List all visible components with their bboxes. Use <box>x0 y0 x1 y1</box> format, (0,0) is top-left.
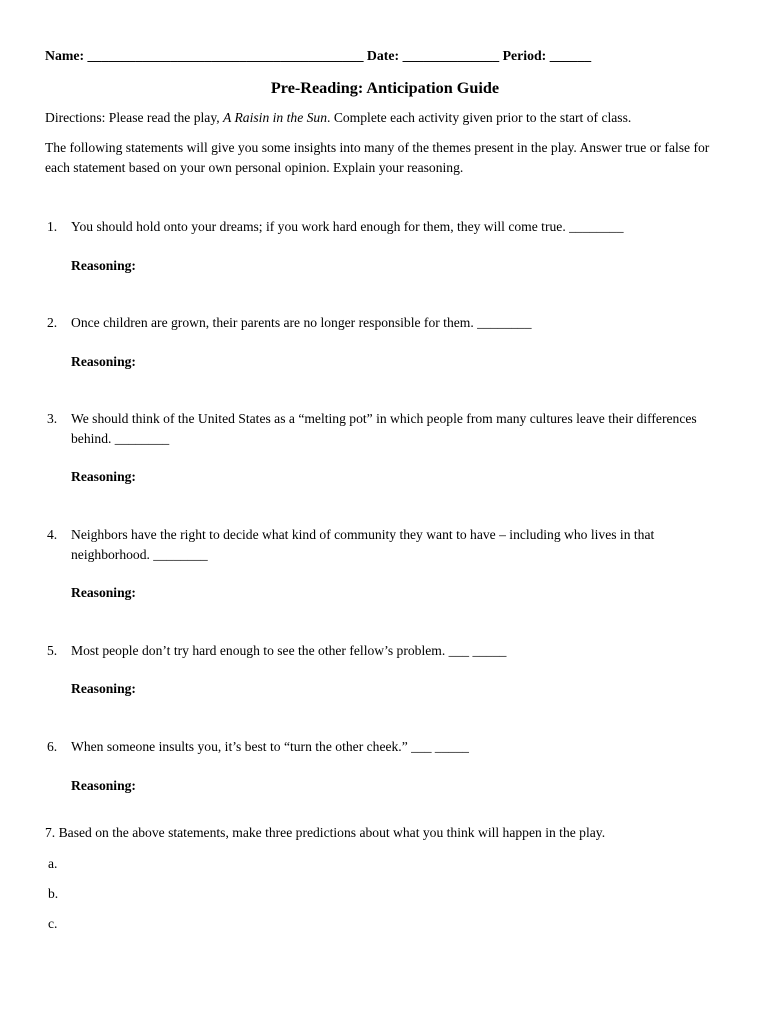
statement-number: 6. <box>47 739 58 754</box>
statement-text: When someone insults you, it’s best to “turn the other cheek.” ___ _____ <box>71 739 469 754</box>
statement-text: We should think of the United States as a “melting pot” in which people from many cultures leave their differences behind. ________ <box>71 411 697 446</box>
reasoning-label: Reasoning: <box>71 354 136 369</box>
reasoning-label: Reasoning: <box>71 469 136 484</box>
period-blank: ______ <box>549 48 592 63</box>
student-info-line <box>45 46 591 66</box>
statement-number: 2. <box>47 315 58 330</box>
reasoning-label: Reasoning: <box>71 258 136 273</box>
period-label: Period: <box>502 48 547 63</box>
statement-text: Neighbors have the right to decide what kind of community they want to have – including who lives in that neighborhood. ________ <box>71 527 655 562</box>
reasoning-label: Reasoning: <box>71 681 136 696</box>
prediction-c: c. <box>48 916 58 931</box>
statement-text: Once children are grown, their parents are no longer responsible for them. ________ <box>71 315 532 330</box>
name-blank: ________________________________________ <box>87 48 364 63</box>
prediction-a: a. <box>48 856 58 871</box>
directions-suffix: . Complete each activity given prior to the start of class. <box>327 110 632 125</box>
statement-number: 5. <box>47 643 58 658</box>
statement-number: 1. <box>47 219 58 234</box>
statement-text: Most people don’t try hard enough to see the other fellow’s problem. ___ _____ <box>71 643 507 658</box>
statement-number: 4. <box>47 527 58 542</box>
question-7: 7. Based on the above statements, make three predictions about what you think will happen in the play. <box>45 825 606 840</box>
date-label: Date: <box>366 48 400 63</box>
play-title: A Raisin in the Sun <box>223 110 328 125</box>
directions-text <box>45 108 735 128</box>
statement-number: 3. <box>47 411 58 426</box>
name-label: Name: <box>45 48 85 63</box>
intro-paragraph: The following statements will give you some insights into many of the themes present in the play. Answer true or false for each statement based on your own personal opinion. Explain your reasoning. <box>45 140 710 175</box>
statement-text: You should hold onto your dreams; if you work hard enough for them, they will come true. ________ <box>71 219 624 234</box>
reasoning-label: Reasoning: <box>71 778 136 793</box>
directions-prefix: Directions: Please read the play, <box>45 110 224 125</box>
page-title: Pre-Reading: Anticipation Guide <box>270 79 500 97</box>
date-blank: ______________ <box>402 48 500 63</box>
reasoning-label: Reasoning: <box>71 585 136 600</box>
prediction-b: b. <box>48 886 59 901</box>
